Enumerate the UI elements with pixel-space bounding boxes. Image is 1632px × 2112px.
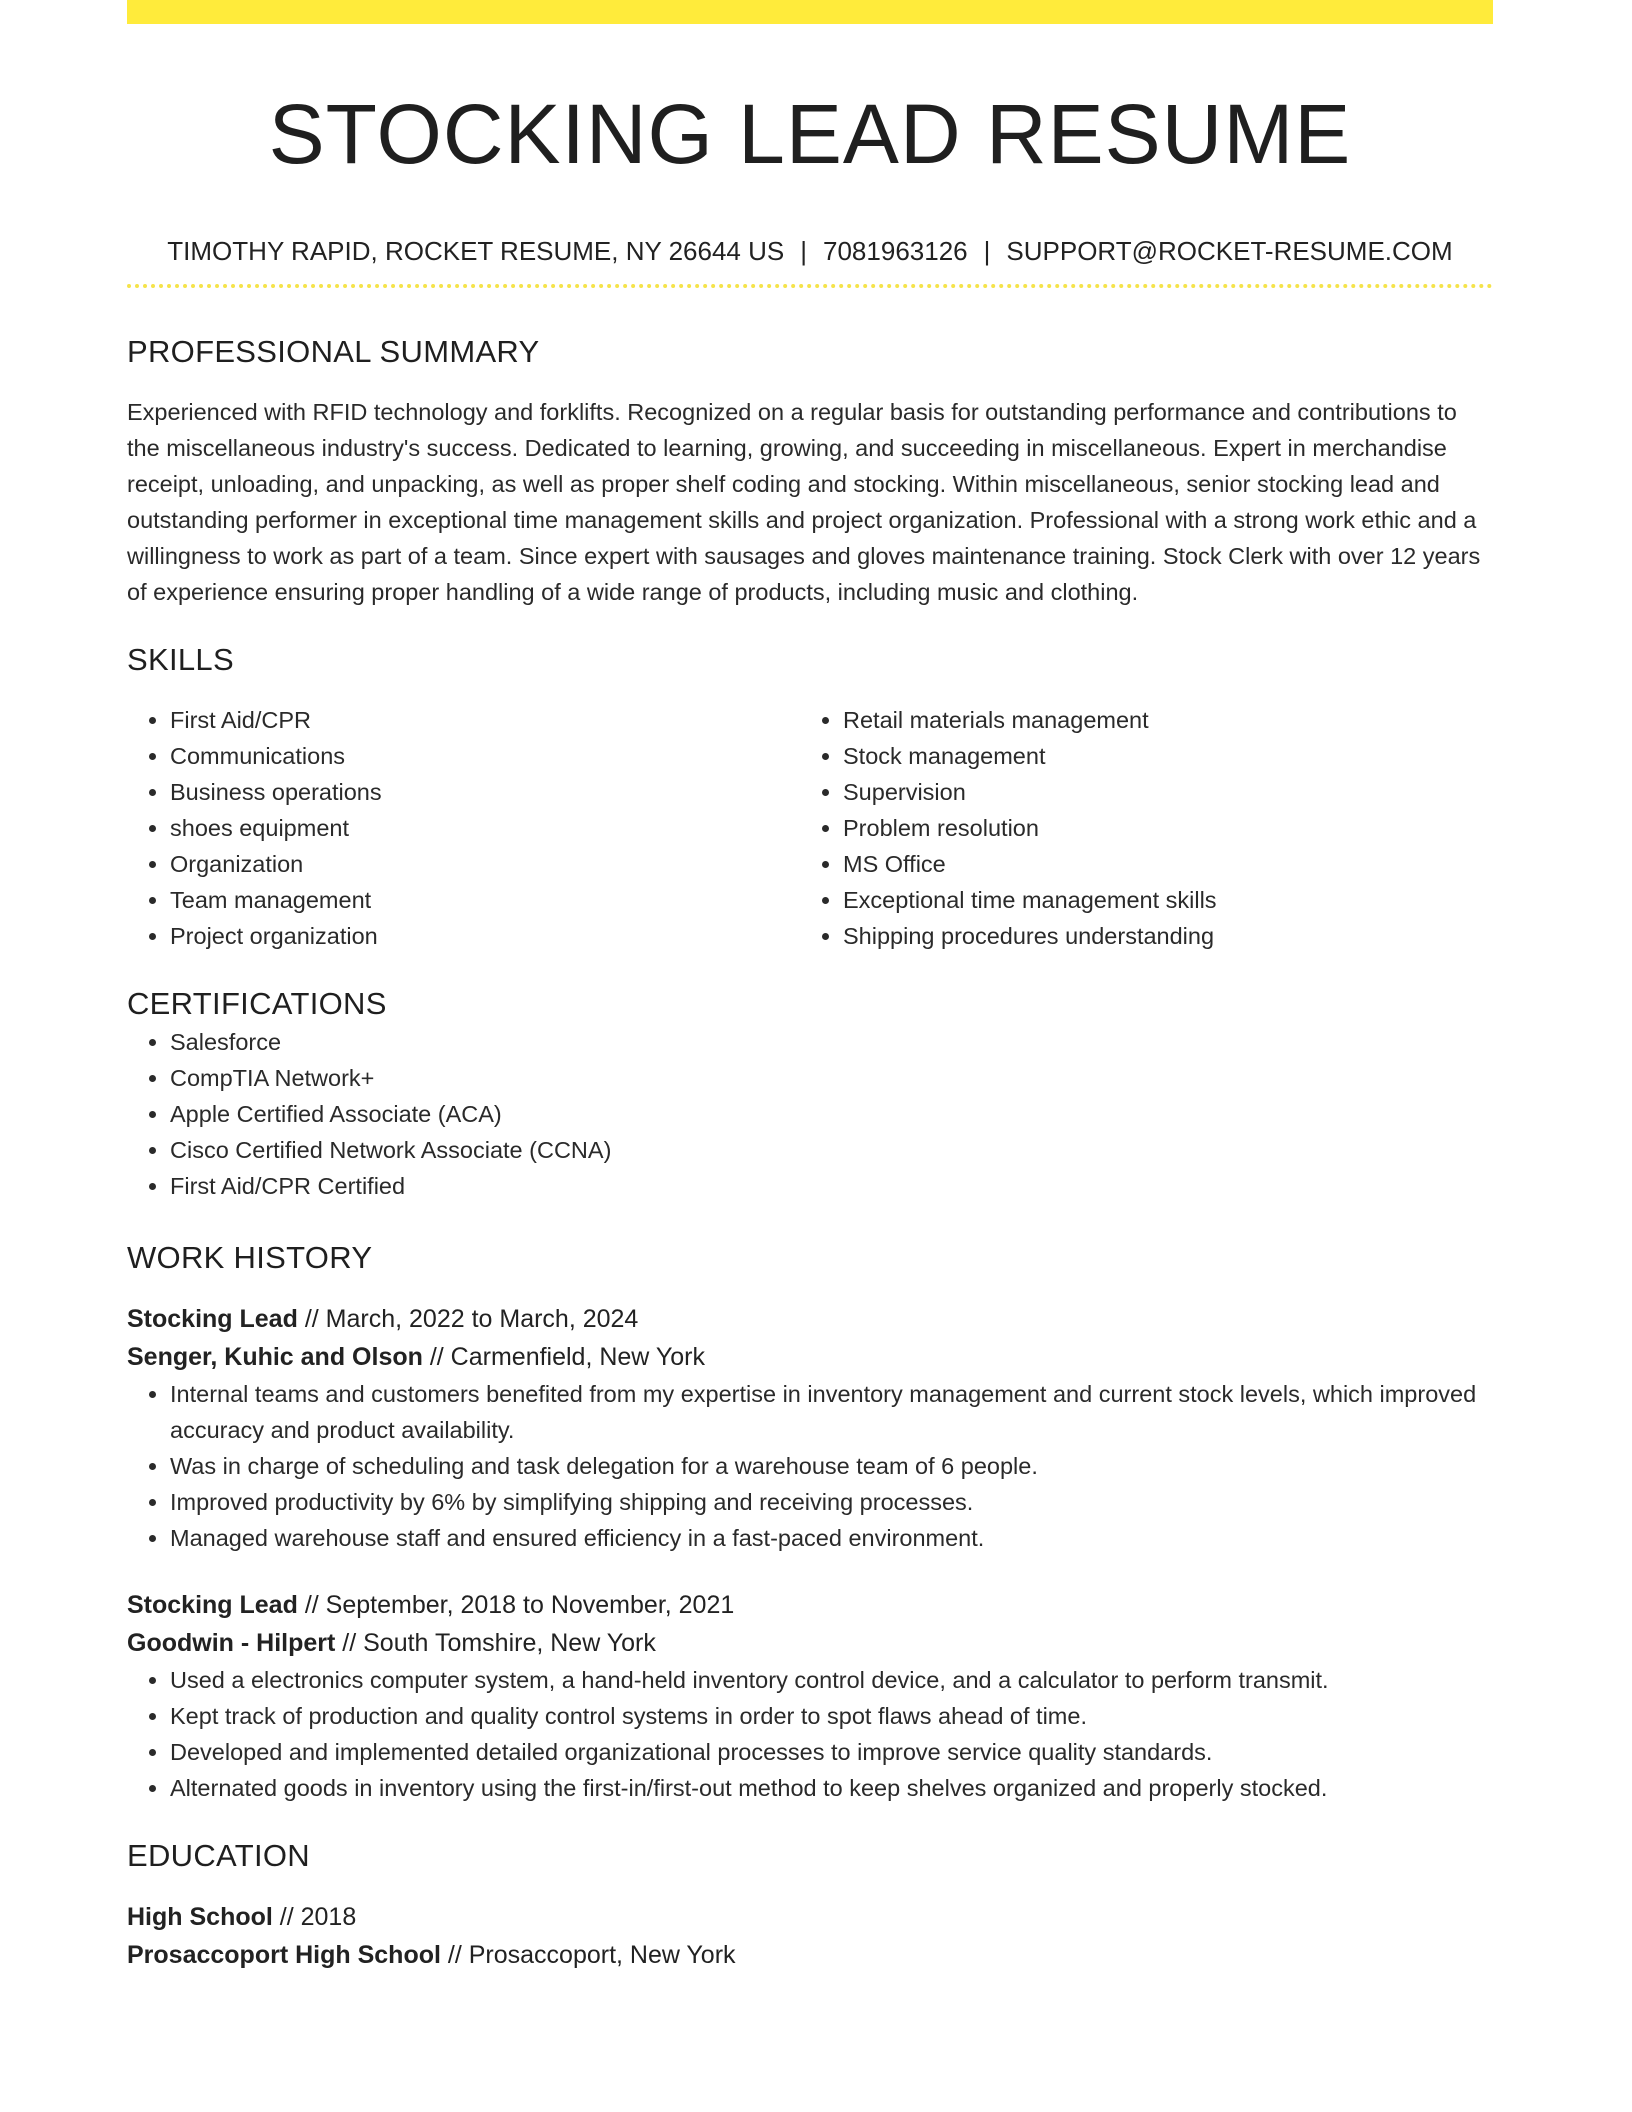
education-degree: High School — [127, 1903, 273, 1931]
summary-text: Experienced with RFID technology and forklifts. Recognized on a regular basis for outstanding performance and contributions to the miscellaneous industry's success. Dedicated to learning, growing, and succeeding in miscellaneous. Expert in merchandise receipt, unloading, and unpacking, as well as proper shelf coding and stocking. Within miscellaneous, senior stocking lead and outstanding performer in exceptional time management skills and project organization. Professional with a strong work ethic and a willingness to work as part of a team. Since expert with sausages and gloves maintenance training. Stock Clerk with over 12 years of experience ensuring proper handling of a wide range of products, including music and clothing. — [127, 399, 1481, 605]
education-school: Prosaccoport High School — [127, 1941, 441, 1969]
job-company-line — [127, 1624, 1493, 1662]
education-entry — [127, 1898, 1493, 1974]
job-title: Stocking Lead — [127, 1591, 298, 1619]
job-title-line — [127, 1300, 1493, 1338]
job-bullet: • Managed warehouse staff and ensured efficiency in a fast-paced environment. — [170, 1520, 1493, 1556]
certification-item: • First Aid/CPR Certified — [170, 1168, 1493, 1204]
skill-item: • Problem resolution — [843, 810, 1473, 846]
skills-heading: SKILLS — [127, 642, 234, 677]
accent-top-bar — [127, 0, 1493, 24]
certification-item: • Apple Certified Associate (ACA) — [170, 1096, 1493, 1132]
job-bullet: • Developed and implemented detailed organizational processes to improve service quality standards. — [170, 1734, 1493, 1770]
certification-item: • Salesforce — [170, 1024, 1493, 1060]
certifications-heading: CERTIFICATIONS — [127, 986, 387, 1021]
skill-item: • Communications — [170, 738, 800, 774]
education-school-line — [127, 1936, 1493, 1974]
skill-item: • Stock management — [843, 738, 1473, 774]
skill-item: • Shipping procedures understanding — [843, 918, 1473, 954]
education-year: // 2018 — [279, 1903, 357, 1931]
dotted-divider — [127, 284, 1493, 288]
job-entry — [127, 1586, 1493, 1806]
job-company: Goodwin - Hilpert — [127, 1629, 336, 1657]
certification-item: • CompTIA Network+ — [170, 1060, 1493, 1096]
skills-list-right — [800, 702, 1473, 954]
education-heading: EDUCATION — [127, 1838, 310, 1873]
skill-item: • Organization — [170, 846, 800, 882]
job-entry — [127, 1300, 1493, 1556]
resume-title: STOCKING LEAD RESUME — [268, 87, 1352, 181]
job-location: // South Tomshire, New York — [342, 1629, 656, 1657]
skills-column-left — [127, 702, 800, 954]
job-company-line — [127, 1338, 1493, 1376]
skill-item: • MS Office — [843, 846, 1473, 882]
skill-item: • Business operations — [170, 774, 800, 810]
skill-item: • Supervision — [843, 774, 1473, 810]
skills-list-left — [127, 702, 800, 954]
skill-item: • Exceptional time management skills — [843, 882, 1473, 918]
skills-grid — [127, 702, 1493, 954]
skills-column-right — [800, 702, 1473, 954]
skill-item: • First Aid/CPR — [170, 702, 800, 738]
certifications-list — [127, 1024, 1493, 1204]
job-location: // Carmenfield, New York — [429, 1343, 705, 1371]
skill-item: • shoes equipment — [170, 810, 800, 846]
job-bullet: • Used a electronics computer system, a hand-held inventory control device, and a calculator to perform transmit. — [170, 1662, 1493, 1698]
skill-item: • Project organization — [170, 918, 800, 954]
job-company: Senger, Kuhic and Olson — [127, 1343, 423, 1371]
resume-page — [127, 0, 1493, 1974]
contact-email: SUPPORT@ROCKET-RESUME.COM — [1006, 236, 1453, 266]
job-bullet: • Internal teams and customers benefited from my expertise in inventory management and current stock levels, which improved accuracy and product availability. — [170, 1376, 1493, 1448]
job-dates: // March, 2022 to March, 2024 — [304, 1305, 639, 1333]
contact-separator: | — [800, 236, 808, 266]
contact-name-address: TIMOTHY RAPID, ROCKET RESUME, NY 26644 US — [167, 236, 785, 266]
education-degree-line — [127, 1898, 1493, 1936]
skill-item: • Team management — [170, 882, 800, 918]
job-bullet: • Alternated goods in inventory using the first-in/first-out method to keep shelves organized and properly stocked. — [170, 1770, 1493, 1806]
contact-separator: | — [983, 236, 991, 266]
job-title: Stocking Lead — [127, 1305, 298, 1333]
job-bullet: • Kept track of production and quality control systems in order to spot flaws ahead of time. — [170, 1698, 1493, 1734]
job-dates: // September, 2018 to November, 2021 — [304, 1591, 735, 1619]
work-history-heading: WORK HISTORY — [127, 1240, 373, 1275]
summary-heading: PROFESSIONAL SUMMARY — [127, 334, 540, 369]
certification-item: • Cisco Certified Network Associate (CCNA) — [170, 1132, 1493, 1168]
education-location: // Prosaccoport, New York — [447, 1941, 736, 1969]
job-title-line — [127, 1586, 1493, 1624]
contact-phone: 7081963126 — [823, 236, 968, 266]
job-bullet-list — [127, 1662, 1493, 1806]
job-bullet: • Was in charge of scheduling and task delegation for a warehouse team of 6 people. — [170, 1448, 1493, 1484]
job-bullet-list — [127, 1376, 1493, 1556]
skill-item: • Retail materials management — [843, 702, 1473, 738]
job-bullet: • Improved productivity by 6% by simplifying shipping and receiving processes. — [170, 1484, 1493, 1520]
contact-line — [127, 234, 1493, 268]
